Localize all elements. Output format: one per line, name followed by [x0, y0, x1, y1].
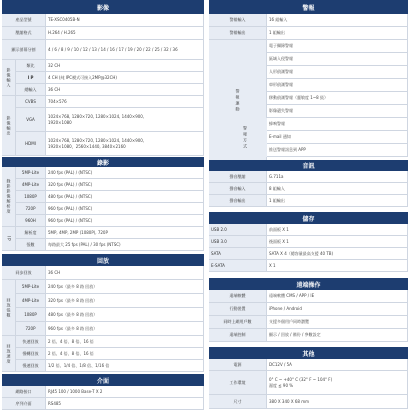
rec-4mp-value: 320 fps (PAL) / (NTSC) [46, 179, 204, 191]
network-port-label: 網路接口 [2, 386, 46, 398]
dimensions-value: 380 X 340 X 68 mm [267, 395, 408, 409]
alarm-link-3: 人形偵測警報 [267, 66, 408, 79]
compression-label: 壓縮格式 [2, 27, 46, 40]
vga-value: 1024×768, 1280×720, 1280×1024, 1440×900, 1920×1080 [46, 108, 204, 132]
rec-5mp-label: 5MP-Lite [16, 167, 46, 179]
alarm-mode-3: 推送警報訊息到 APP [267, 144, 408, 157]
remote-control-value: 顯示 / 回放 / 備份 / 參數設定 [267, 329, 408, 342]
ip-value: 4 CH (純 IPC模式可接入2MP@32CH) [46, 72, 204, 84]
analog-value: 32 CH [46, 60, 204, 72]
alarm-link-4: 車形偵測警報 [267, 79, 408, 92]
split-screen-value: 4 / 6 / 8 / 9 / 10 / 12 / 13 / 14 / 16 / 17 / 19 / 20 / 22 / 25 / 32 / 36 [46, 40, 204, 60]
rec-960h-value: 960 fps (PAL) / (NTSC) [46, 215, 204, 227]
ip-label: I P [16, 72, 46, 84]
environment-label: 工作環境 [209, 371, 267, 395]
serial-port-value: RS485 [46, 398, 204, 410]
alarm-link-2: 區域入侵警報 [267, 53, 408, 66]
section-header-audio: 音訊 [209, 160, 408, 171]
usb20-value: 前面板 X 1 [267, 224, 408, 236]
pb-720p-label: 720P [16, 322, 46, 336]
alarm-output-label: 警報輸出 [209, 27, 267, 40]
section-header-interface: 介面 [2, 374, 204, 386]
analog-label: 類比 [16, 60, 46, 72]
split-screen-label: 顯示螢幕分割 [2, 40, 46, 60]
playback-fps-group: 回放張數 [2, 280, 16, 336]
pb-4mp-label: 4MP-Lite [16, 294, 46, 308]
fast-playback-label: 快速回放 [16, 336, 46, 348]
mobile-device-value: iPhone / Android [267, 303, 408, 316]
remote-software-value: 遠端軟體 CMS / APP / IE [267, 290, 408, 303]
fast-playback-value: 2 倍、4 倍、8 倍、16 倍 [46, 336, 204, 348]
audio-output-value: 1 組輸出 [267, 195, 408, 207]
cvbs-value: 704×576 [46, 96, 204, 108]
ip-resolution-value: 5MP, 4MP, 2MP (1080P), 720P [46, 227, 204, 239]
sata-value: SATA X 4（總容量最高支援 40 TB) [267, 248, 408, 260]
alarm-input-label: 警報輸入 [209, 14, 267, 27]
sata-label: SATA [209, 248, 267, 260]
sync-playback-value: 36 CH [46, 266, 204, 280]
slow-playback-label: 慢速回放 [16, 360, 46, 372]
ip-frames-value: 每路最大 25 fps (PAL) / 30 fps (NTSC) [46, 239, 204, 251]
slow-playback-value: 1/2 倍、1/4 倍、1/8 倍、1/16 倍 [46, 360, 204, 372]
audio-output-label: 聲音輸出 [209, 195, 267, 207]
environment-value: 0° C ~ +40° C (32° F ~ 104° F) 濕度 ≦ 90 % [267, 371, 408, 395]
playback-speed-group: 回放速度 [2, 336, 16, 372]
alarm-link-5: 移動偵測警報（靈敏度 1~8 級） [267, 92, 408, 105]
pb-5mp-label: 5MP-Lite [16, 280, 46, 294]
alarm-mode-2: E-mail 通知 [267, 131, 408, 144]
rec-720p-value: 960 fps (PAL) / (NTSC) [46, 203, 204, 215]
usb20-label: USB 2.0 [209, 224, 267, 236]
dimensions-label: 尺寸 [209, 395, 267, 409]
recording-resolution-group: 錄影影像解析度 [2, 167, 16, 227]
pb-1080p-value: 480 fps（最多 8 路 回放） [46, 308, 204, 322]
remote-software-label: 遠端軟體 [209, 290, 267, 303]
mobile-device-label: 行動裝置 [209, 303, 267, 316]
ip-resolution-label: 解析度 [16, 227, 46, 239]
pb-4mp-value: 320 fps（最多 8 路 回放） [46, 294, 204, 308]
esata-label: E-SATA [209, 260, 267, 272]
total-input-value: 36 CH [46, 84, 204, 96]
section-header-recording: 錄影 [2, 157, 204, 167]
compression-value: H.264 / H.265 [46, 27, 204, 40]
alarm-mode-1: 蜂鳴警報 [267, 118, 408, 131]
audio-input-label: 聲音輸入 [209, 183, 267, 195]
section-header-remote: 遠端操作 [209, 278, 408, 290]
rec-1080p-value: 480 fps (PAL) / (NTSC) [46, 191, 204, 203]
alarm-output-value: 1 組輸出 [267, 27, 408, 40]
rec-720p-label: 720P [16, 203, 46, 215]
usb30-value: 後面板 X 1 [267, 236, 408, 248]
rec-4mp-label: 4MP-Lite [16, 179, 46, 191]
audio-input-value: 8 組輸入 [267, 183, 408, 195]
alarm-link-1: 電子攝錄警報 [267, 40, 408, 53]
section-header-image: 影像 [2, 0, 204, 14]
audio-compression-label: 聲音壓縮 [209, 171, 267, 183]
hdmi-label: HDMI [16, 132, 46, 156]
cvbs-label: CVBS [16, 96, 46, 108]
ip-frames-label: 張數 [16, 239, 46, 251]
rec-5mp-value: 240 fps (PAL) / (NTSC) [46, 167, 204, 179]
slow-turn-playback-value: 2 倍、4 倍、8 倍、16 倍 [46, 348, 204, 360]
rec-960h-label: 960H [16, 215, 46, 227]
section-header-other: 其他 [209, 347, 408, 359]
pb-5mp-value: 240 fps（最多 8 路 回放） [46, 280, 204, 294]
alarm-link-6: 影像遺失警報 [267, 105, 408, 118]
remote-control-label: 遠端控制 [209, 329, 267, 342]
pb-720p-value: 960 fps（最多 8 路 回放） [46, 322, 204, 336]
vga-label: VGA [16, 108, 46, 132]
alarm-link-group: 警報連動 [235, 88, 241, 113]
audio-compression-value: G.711a [267, 171, 408, 183]
rec-1080p-label: 1080P [16, 191, 46, 203]
total-input-label: 總輸入 [16, 84, 46, 96]
concurrent-users-value: 支援多個用戶同時瀏覽 [267, 316, 408, 329]
video-output-group: 影像輸出 [2, 96, 16, 156]
section-header-playback: 回放 [2, 254, 204, 266]
network-port-value: RJ45 100 / 1000 Base-T X 2 [46, 386, 204, 398]
power-label: 電源 [209, 359, 267, 371]
section-header-storage: 儲存 [209, 212, 408, 224]
sync-playback-label: 同步回放 [2, 266, 46, 280]
alarm-input-value: 16 組輸入 [267, 14, 408, 27]
section-header-alarm: 警報 [209, 0, 408, 14]
video-input-group: 影像輸入 [2, 60, 16, 96]
power-value: DC12V / 5A [267, 359, 408, 371]
model-label: 產品型號 [2, 14, 46, 27]
esata-value: X 1 [267, 260, 408, 272]
ip-recording-group: IP [2, 227, 16, 251]
hdmi-value: 1024×768, 1280×720, 1280×1024, 1440×900, 1920×1080，2560×1440, 3840×2160 [46, 132, 204, 156]
concurrent-users-label: 同時上網用戶數 [209, 316, 267, 329]
pb-1080p-label: 1080P [16, 308, 46, 322]
usb30-label: USB 3.0 [209, 236, 267, 248]
alarm-mode-group: 警報方式 [223, 118, 267, 157]
serial-port-label: 序列介面 [2, 398, 46, 410]
slow-turn-playback-label: 慢轉回放 [16, 348, 46, 360]
model-value: TE-XSC0405B-N [46, 14, 204, 27]
